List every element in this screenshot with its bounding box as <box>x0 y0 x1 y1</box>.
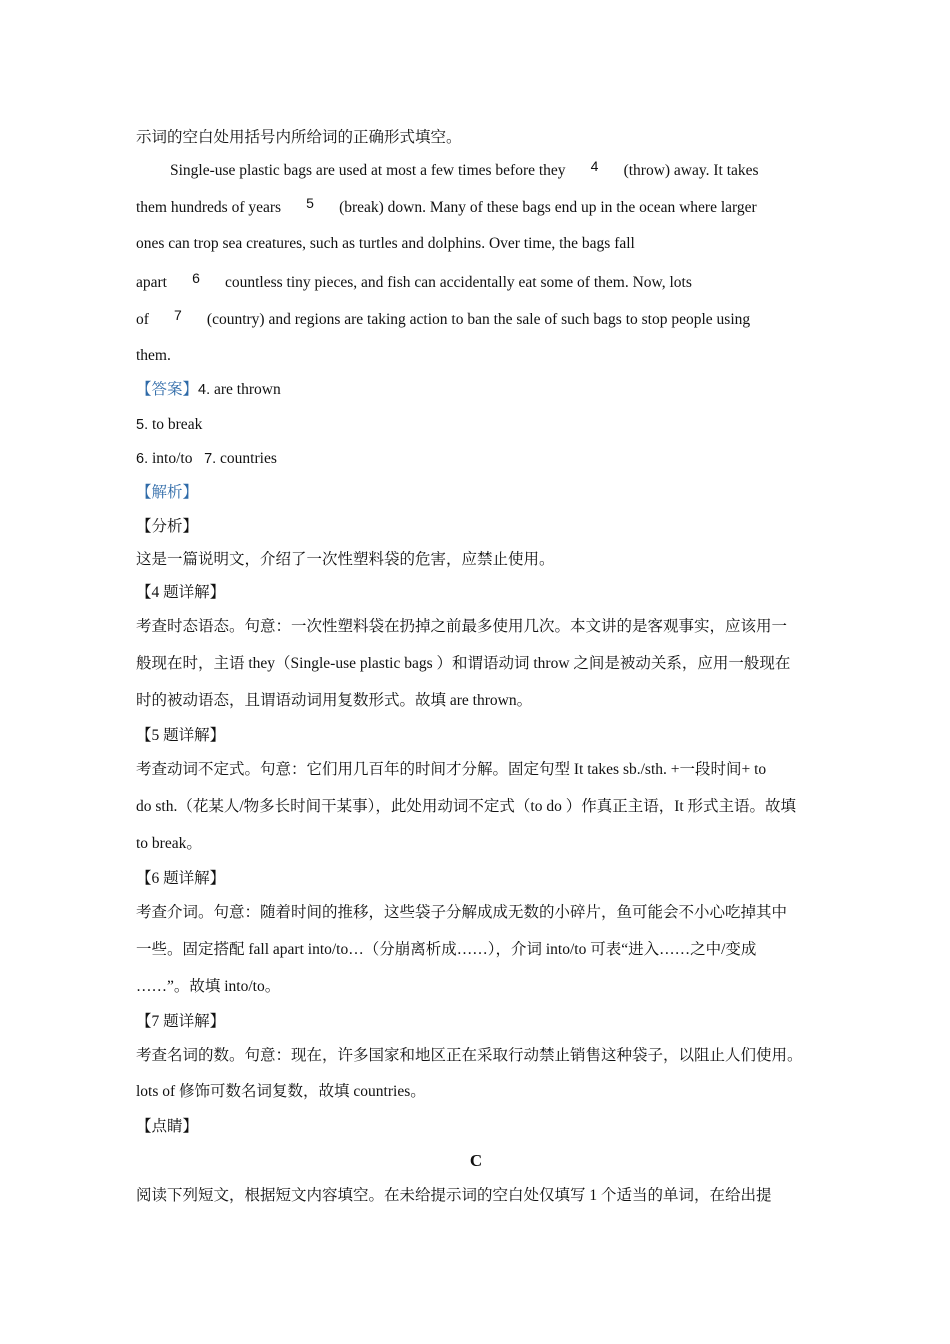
blank-5: 5 <box>306 195 314 211</box>
passage-text: countless tiny pieces, and fish can accidentally eat some of them. Now, lots <box>224 274 692 291</box>
q4-heading: 【4 题详解】 <box>136 584 226 601</box>
answer-6: into/to <box>151 450 193 467</box>
section-c-intro: 阅读下列短文，根据短文内容填空。在未给提示词的空白处仅填写 1 个适当的单词，在给出提 <box>136 1187 772 1204</box>
q5-line-1: 考查动词不定式。句意：它们用几百年的时间才分解。固定句型 It takes sb./sth. +一段时间+ to <box>136 761 767 778</box>
q7-line-1: 考查名词的数。句意：现在，许多国家和地区正在采取行动禁止销售这种袋子，以阻止人们使用。 <box>136 1047 803 1064</box>
passage-text: (throw) away. It takes <box>623 162 759 179</box>
q7-heading: 【7 题详解】 <box>136 1013 226 1030</box>
answer-line-2 <box>136 415 202 435</box>
passage-line-5 <box>136 309 750 330</box>
answer-7-number: 7. <box>204 451 217 467</box>
dianjing-label: 【点睛】 <box>136 1118 199 1135</box>
answer-4: are thrown <box>213 381 281 398</box>
q6-line-3: ……”。故填 into/to。 <box>136 978 281 995</box>
fenxi-label: 【分析】 <box>136 518 199 535</box>
passage-text: (country) and regions are taking action to ban the sale of such bags to stop people using <box>206 311 751 328</box>
passage-line-4 <box>136 272 692 293</box>
passage-line-2 <box>136 197 757 218</box>
answer-4-number: 4. <box>198 382 211 398</box>
intro-line: 示词的空白处用括号内所给词的正确形式填空。 <box>136 129 462 146</box>
q6-heading: 【6 题详解】 <box>136 870 226 887</box>
section-c-heading: C <box>469 1151 483 1170</box>
blank-6: 6 <box>192 270 200 286</box>
answer-7: countries <box>220 450 277 467</box>
passage-text: apart <box>136 274 167 291</box>
q4-line-3: 时的被动语态，且谓语动词用复数形式。故填 are thrown。 <box>136 692 533 709</box>
passage-text: them hundreds of years <box>136 199 282 216</box>
passage-text: Single-use plastic bags are used at most a few times before they <box>170 162 566 179</box>
answer-6-number: 6. <box>136 451 149 467</box>
jiexi-label: 【解析】 <box>136 484 199 501</box>
answer-label: 【答案】 <box>136 381 199 398</box>
q4-line-1: 考查时态语态。句意：一次性塑料袋在扔掉之前最多使用几次。本文讲的是客观事实，应该用一 <box>136 618 788 635</box>
q4-line-2: 般现在时，主语 they（Single-use plastic bags ）和谓语动词 throw 之间是被动关系，应用一般现在 <box>136 655 791 672</box>
q5-heading: 【5 题详解】 <box>136 727 226 744</box>
fenxi-text: 这是一篇说明文，介绍了一次性塑料袋的危害，应禁止使用。 <box>136 551 555 568</box>
answer-5-number: 5. <box>136 417 149 433</box>
passage-line-1 <box>170 160 759 181</box>
answer-5: to break <box>151 416 203 433</box>
q6-line-1: 考查介词。句意：随着时间的推移，这些袋子分解成成无数的小碎片，鱼可能会不小心吃掉其中 <box>136 904 788 921</box>
blank-4: 4 <box>590 158 599 174</box>
passage-text: of <box>136 311 149 328</box>
passage-text: (break) down. Many of these bags end up in the ocean where larger <box>339 199 757 216</box>
blank-7: 7 <box>174 307 182 323</box>
q7-line-2: lots of 修饰可数名词复数，故填 countries。 <box>136 1083 426 1100</box>
q5-line-3: to break。 <box>136 835 202 852</box>
answer-line-1 <box>136 380 281 400</box>
passage-line-3: ones can trop sea creatures, such as turtles and dolphins. Over time, the bags fall <box>136 235 635 252</box>
q5-line-2: do sth.（花某人/物多长时间干某事），此处用动词不定式（to do ）作真正主语，It 形式主语。故填 <box>136 798 797 815</box>
passage-line-6: them. <box>136 347 171 364</box>
answer-line-3 <box>136 449 277 469</box>
q6-line-2: 一些。固定搭配 fall apart into/to…（分崩离析成……），介词 into/to 可表“进入……之中/变成 <box>136 941 757 958</box>
